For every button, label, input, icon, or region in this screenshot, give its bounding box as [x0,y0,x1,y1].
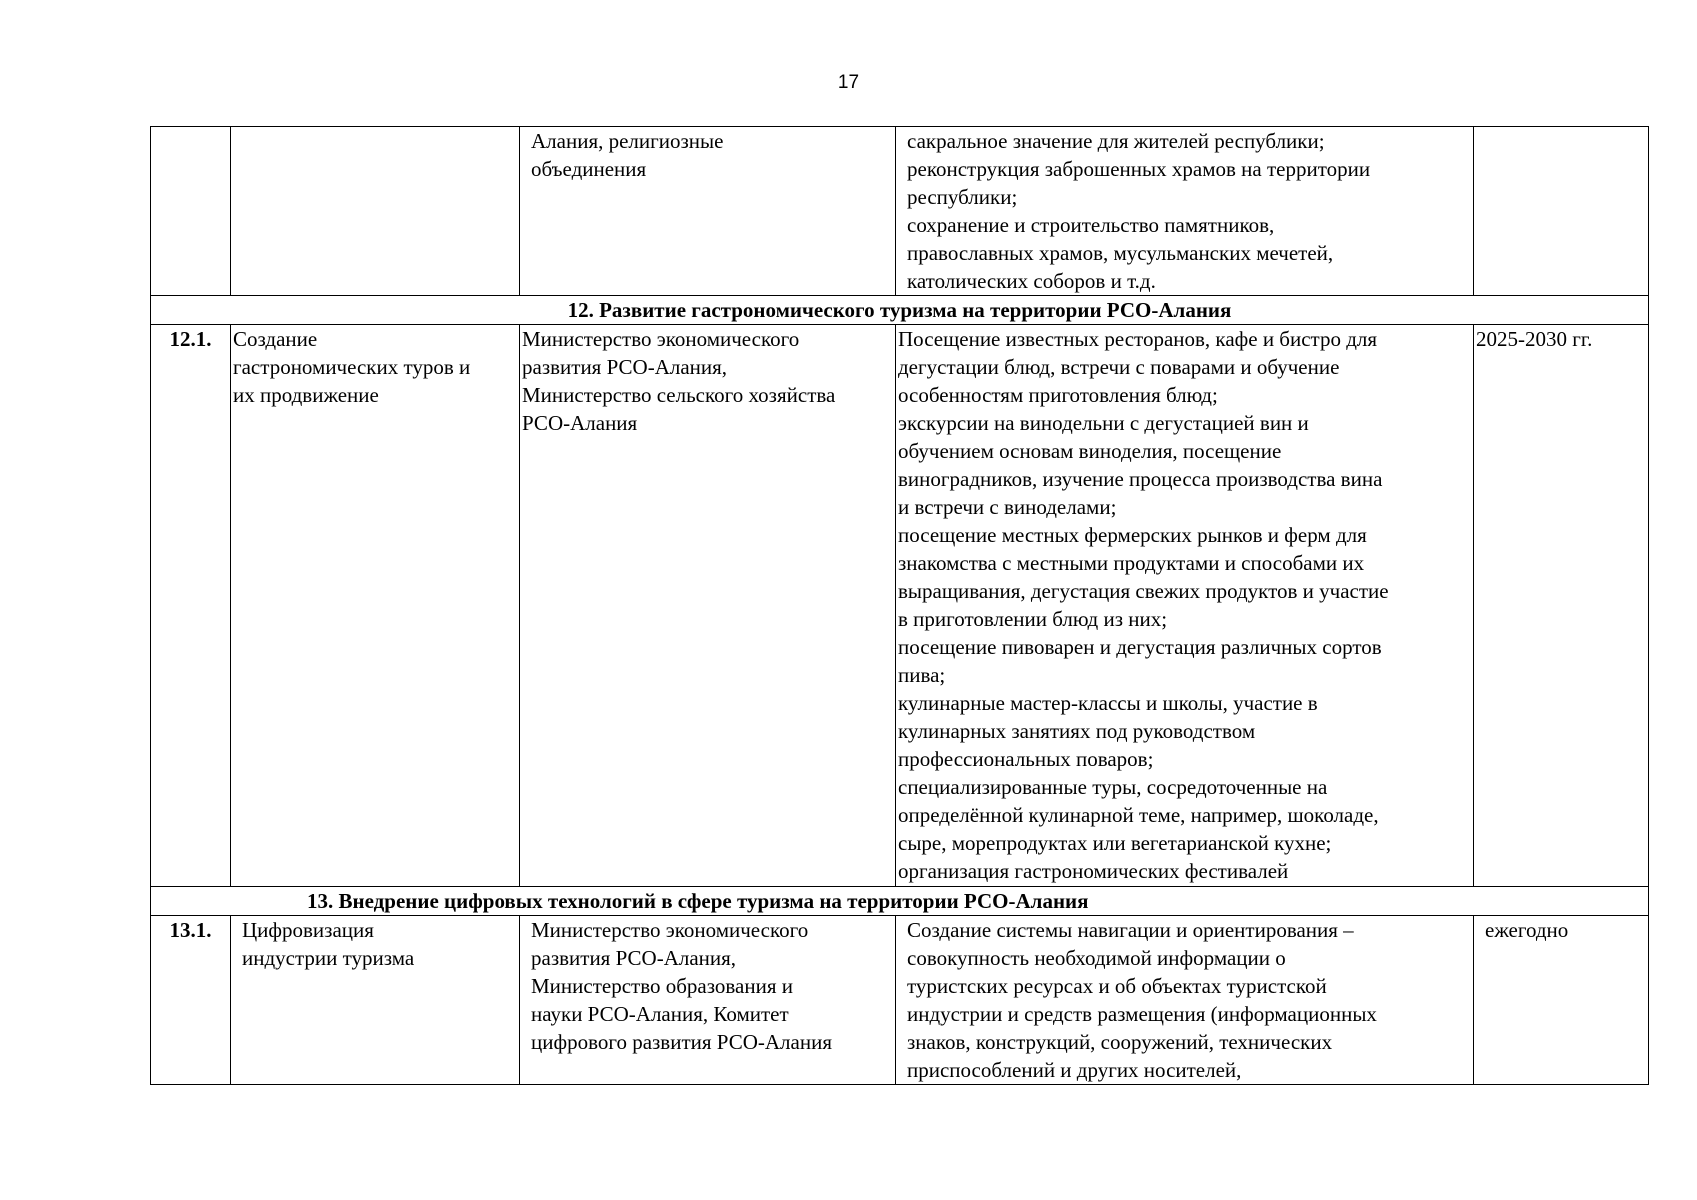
description-line: особенностям приготовления блюд; [898,383,1218,407]
description-line: знаков, конструкций, сооружений, технических [907,1030,1333,1054]
description-line: кулинарных занятиях под руководством [898,719,1256,743]
description-cell [896,127,1474,296]
plan-table [150,126,1649,1085]
description-line: пива; [898,663,946,687]
description-line: католических соборов и т.д. [907,269,1156,293]
event-line: гастрономических туров и [233,355,471,379]
responsible-line: РСО-Алания [522,411,638,435]
description-line: сыре, морепродуктах или вегетарианской кухне; [898,831,1332,855]
description-line: сохранение и строительство памятников, [907,213,1275,237]
event-cell [231,325,520,887]
description-line: Посещение известных ресторанов, кафе и бистро для [898,327,1378,351]
description-line: выращивания, дегустация свежих продуктов и участие [898,579,1389,603]
description-line: дегустации блюд, встречи с поварами и обучение [898,355,1340,379]
description-line: совокупность необходимой информации о [907,946,1286,970]
responsible-line: Министерство образования и [531,974,793,998]
responsible-line: цифрового развития РСО-Алания [531,1030,832,1054]
responsible-line: Алания, религиозные [531,129,724,153]
description-line: знакомства с местными продуктами и способами их [898,551,1365,575]
responsible-line: Министерство экономического [522,327,800,351]
description-line: в приготовлении блюд из них; [898,607,1168,631]
responsible-line: Министерство сельского хозяйства [522,383,836,407]
description-line: посещение местных фермерских рынков и ферм для [898,523,1367,547]
responsible-cell [520,916,896,1085]
description-line: приспособлений и других носителей, [907,1058,1242,1082]
table-row-13-1 [151,916,1649,1085]
description-line: профессиональных поваров; [898,747,1154,771]
table-row-12-1 [151,325,1649,887]
section-row-13 [151,887,1649,916]
event-cell [231,916,520,1085]
description-line: индустрии и средств размещения (информационных [907,1002,1377,1026]
description-line: и встречи с виноделами; [898,495,1117,519]
description-line: республики; [907,185,1018,209]
description-line: туристских ресурсах и об объектах туристской [907,974,1327,998]
responsible-cell [520,127,896,296]
row-number-cell: 12.1. [151,325,231,887]
description-line: посещение пивоварен и дегустация различных сортов [898,635,1382,659]
responsible-line: науки РСО-Алания, Комитет [531,1002,789,1026]
event-line: Создание [233,327,318,351]
event-line: их продвижение [233,383,379,407]
period-cell [1474,127,1649,296]
event-cell [231,127,520,296]
section-heading: 13. Внедрение цифровых технологий в сфере туризма на территории РСО-Алания [151,887,1649,916]
responsible-line: Министерство экономического [531,918,809,942]
responsible-line: объединения [531,157,647,181]
event-line: индустрии туризма [242,946,415,970]
responsible-cell [520,325,896,887]
description-line: обучением основам виноделия, посещение [898,439,1282,463]
row-number-cell [151,127,231,296]
period-cell: 2025-2030 гг. [1474,325,1649,887]
table-row-continuation [151,127,1649,296]
description-cell [896,325,1474,887]
description-line: организация гастрономических фестивалей [898,859,1289,883]
description-line: сакральное значение для жителей республики; [907,129,1325,153]
description-cell [896,916,1474,1085]
description-line: виноградников, изучение процесса производства вина [898,467,1383,491]
page-number: 17 [837,72,860,93]
event-line: Цифровизация [242,918,374,942]
description-line: специализированные туры, сосредоточенные на [898,775,1328,799]
description-line: православных храмов, мусульманских мечетей, [907,241,1334,265]
section-heading: 12. Развитие гастрономического туризма на территории РСО-Алания [151,296,1649,325]
description-line: кулинарные мастер-классы и школы, участие в [898,691,1318,715]
description-line: определённой кулинарной теме, например, шоколаде, [898,803,1379,827]
description-line: экскурсии на винодельни с дегустацией вин и [898,411,1309,435]
responsible-line: развития РСО-Алания, [531,946,737,970]
period-cell: ежегодно [1474,916,1649,1085]
row-number-cell: 13.1. [151,916,231,1085]
responsible-line: развития РСО-Алания, [522,355,728,379]
section-row-12 [151,296,1649,325]
description-line: реконструкция заброшенных храмов на территории [907,157,1371,181]
description-line: Создание системы навигации и ориентирования – [907,918,1354,942]
